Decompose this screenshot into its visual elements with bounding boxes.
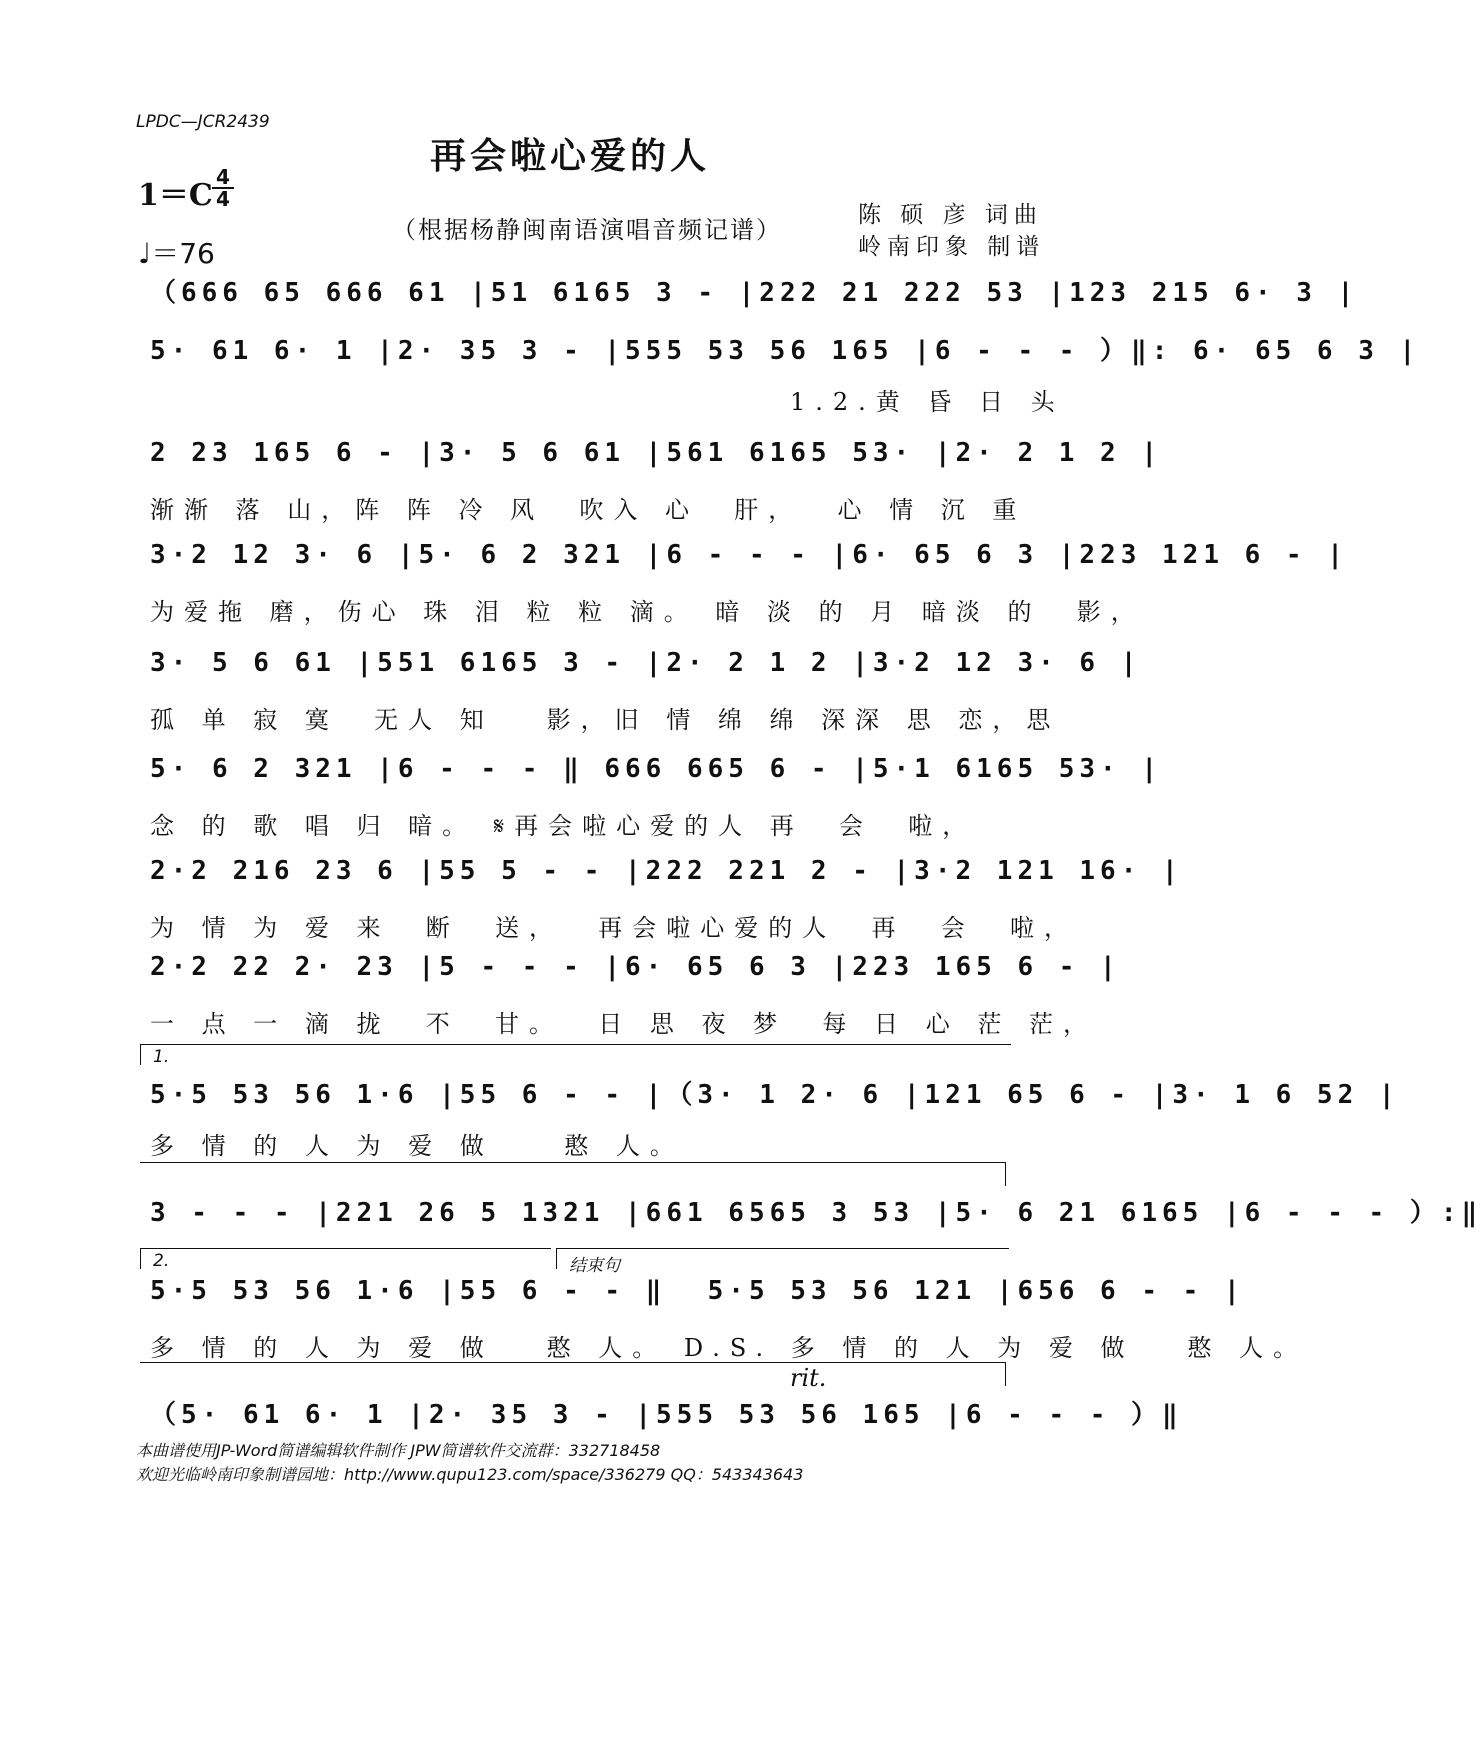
score-row-7 <box>150 856 1183 956</box>
notation-line: 5·5 53 56 1·6 |55 6 - - ‖ 5·5 53 56 121 |656 6 - - | <box>150 1276 1245 1306</box>
score-row-8 <box>150 952 1130 1052</box>
score-row-4 <box>150 540 1348 640</box>
notation-line: （5· 61 6· 1 |2· 35 3 - |555 53 56 165 |6 - - - ）‖ <box>150 1400 1183 1430</box>
lyrics-line: 孤 单 寂 寞 无人 知 影，旧 情 绵 绵 深深 思 恋，思 <box>150 706 1061 734</box>
notation-line: 3 - - - |221 26 5 1321 |661 6565 3 53 |5· 6 21 6165 |6 - - - ）:‖ <box>150 1198 1482 1228</box>
score-row-6 <box>150 754 1163 854</box>
page-title: 再会啦心爱的人 <box>430 135 711 177</box>
second-ending-bracket <box>140 1248 551 1269</box>
score-row-5 <box>150 648 1142 748</box>
key-signature: 1＝C <box>138 178 213 213</box>
tempo-marking: ♩＝76 <box>138 237 215 270</box>
notation-line: 3· 5 6 61 |551 6165 3 - |2· 2 1 2 |3·2 12 3· 6 | <box>150 648 1142 678</box>
first-ending-continuation <box>140 1162 1005 1163</box>
second-ending-label: 2. <box>153 1251 170 1271</box>
footer-line-2: 欢迎光临岭南印象制谱园地：http://www.qupu123.com/space/336279 QQ：543343643 <box>136 1465 804 1484</box>
lyrics-line: 1.2.黄 昏 日 头 <box>790 388 1065 416</box>
notation-line: 3·2 12 3· 6 |5· 6 2 321 |6 - - - |6· 65 6 3 |223 121 6 - | <box>150 540 1348 570</box>
coda-label: 结束句 <box>569 1256 620 1276</box>
score-row-3 <box>150 438 1163 538</box>
notation-line: 2·2 216 23 6 |55 5 - - |222 221 2 - |3·2 121 16· | <box>150 856 1183 886</box>
score-row-2 <box>150 330 1421 430</box>
time-signature <box>212 165 234 211</box>
notation-line: 5· 61 6· 1 |2· 35 3 - |555 53 56 165 |6 - - - ）‖: 6· 65 6 3 | <box>150 336 1421 366</box>
notation-line: 5·5 53 56 1·6 |55 6 - - |（3· 1 2· 6 |121 65 6 - |3· 1 6 52 | <box>150 1080 1400 1110</box>
lyrics-line: 为爱拖 磨，伤心 珠 泪 粒 粒 滴。 暗 淡 的 月 暗淡 的 影， <box>150 598 1145 626</box>
lyrics-line: 多 情 的 人 为 爱 做 憨 人。 D.S. 多 情 的 人 为 爱 做 憨 人。 <box>150 1334 1308 1362</box>
footer-line-1: 本曲谱使用JP-Word简谱编辑软件制作 JPW简谱软件交流群：332718458 <box>136 1441 661 1460</box>
arranger-credit: 岭南印象 制谱 <box>858 234 1046 260</box>
lyrics-line: 一 点 一 滴 拢 不 甘。 日 思 夜 梦 每 日 心 茫 茫， <box>150 1010 1097 1038</box>
subtitle: （根据杨静闽南语演唱音频记谱） <box>392 216 782 244</box>
score-code: LPDC—JCR2439 <box>136 112 270 132</box>
meter-bottom: 4 <box>216 187 230 211</box>
first-ending-label: 1. <box>153 1047 170 1067</box>
notation-line: （666 65 666 61 |51 6165 3 - |222 21 222 53 |123 215 6· 3 | <box>150 278 1359 308</box>
bracket-tail <box>1005 1162 1006 1186</box>
lyrics-line: 为 情 为 爱 来 断 送， 再会啦心爱的人 再 会 啦， <box>150 914 1079 942</box>
lyrics-line: 念 的 歌 唱 归 暗。 𝄋再会啦心爱的人 再 会 啦， <box>150 812 977 840</box>
lyrics-line: 多 情 的 人 为 爱 做 憨 人。 <box>150 1132 684 1160</box>
ritardando-marking: rit. <box>790 1364 827 1392</box>
notation-line: 2 23 165 6 - |3· 5 6 61 |561 6165 53· |2· 2 1 2 | <box>150 438 1163 468</box>
lyricist-credit: 陈 硕 彦 词曲 <box>858 202 1043 228</box>
score-row-9 <box>150 1074 1400 1174</box>
meter-top: 4 <box>216 165 230 189</box>
score-row-11 <box>150 1276 1308 1376</box>
coda-bracket <box>556 1248 1009 1276</box>
notation-line: 2·2 22 2· 23 |5 - - - |6· 65 6 3 |223 165 6 - | <box>150 952 1121 982</box>
coda-tail <box>1005 1362 1006 1386</box>
notation-line: 5· 6 2 321 |6 - - - ‖ 666 665 6 - |5·1 6165 53· | <box>150 754 1163 784</box>
lyrics-line: 渐渐 落 山，阵 阵 冷 风 吹入 心 肝， 心 情 沉 重 <box>150 496 1027 524</box>
coda-continuation <box>140 1362 1005 1363</box>
first-ending-bracket <box>140 1044 1011 1065</box>
